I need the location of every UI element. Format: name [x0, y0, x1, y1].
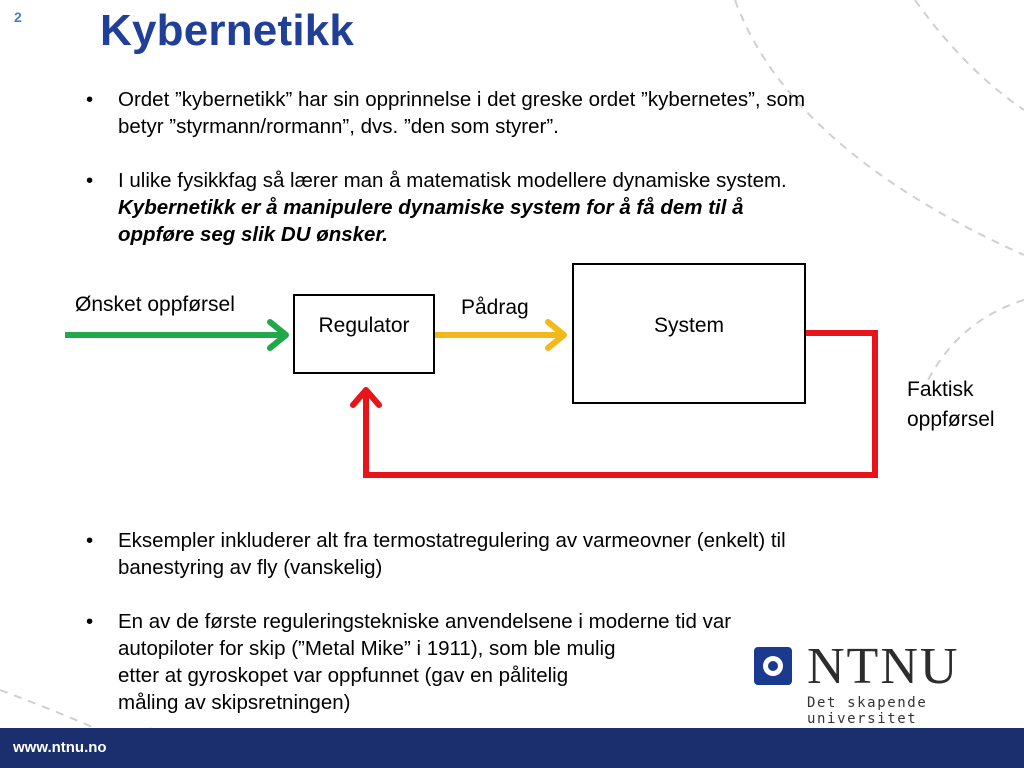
- bullet-text-line: måling av skipsretningen): [118, 691, 351, 714]
- logo-name: NTNU: [807, 638, 960, 695]
- bullet-dot: •: [86, 610, 94, 633]
- input-label: Ønsket oppførsel: [75, 293, 235, 316]
- bullet-item: [86, 527, 991, 581]
- output-label-line2: oppførsel: [907, 408, 995, 431]
- slide-number: 2: [14, 9, 22, 25]
- bullet-emphasis-line: Kybernetikk er å manipulere dynamiske system for å få dem til å: [118, 196, 744, 219]
- bullet-emphasis-line: oppføre seg slik DU ønsker.: [118, 223, 388, 246]
- bullet-text-line: Eksempler inkluderer alt fra termostatregulering av varmeovner (enkelt) til: [118, 529, 786, 552]
- bullet-dot: •: [86, 169, 94, 192]
- bullet-dot: •: [86, 88, 94, 111]
- bullet-text-line: etter at gyroskopet var oppfunnet (gav en pålitelig: [118, 664, 569, 687]
- bullet-text-line: autopiloter for skip (”Metal Mike” i 1911), som ble mulig: [118, 637, 616, 660]
- bullet-text-line: banestyring av fly (vanskelig): [118, 556, 383, 579]
- bullet-text-line: I ulike fysikkfag så lærer man å matematisk modellere dynamiske system.: [118, 169, 787, 192]
- control-label: Pådrag: [461, 296, 529, 319]
- regulator-label: Regulator: [318, 314, 410, 337]
- bullet-text-line: En av de første reguleringstekniske anvendelsene i moderne tid var: [118, 610, 732, 633]
- footer-url: www.ntnu.no: [13, 739, 107, 756]
- output-label-line1: Faktisk: [907, 378, 974, 401]
- bullet-dot: •: [86, 529, 94, 552]
- ntnu-logo-icon: [754, 647, 792, 685]
- system-label: System: [653, 314, 725, 337]
- logo-tagline: Det skapende universitet: [807, 695, 928, 727]
- bullet-text-line: Ordet ”kybernetikk” har sin opprinnelse i det greske ordet ”kybernetes”, som: [118, 88, 806, 111]
- ntnu-logo: [752, 638, 1002, 727]
- footer-bar: [0, 728, 1024, 768]
- slide-title: Kybernetikk: [100, 6, 355, 55]
- bullet-text-line: betyr ”styrmann/rormann”, dvs. ”den som styrer”.: [118, 115, 559, 138]
